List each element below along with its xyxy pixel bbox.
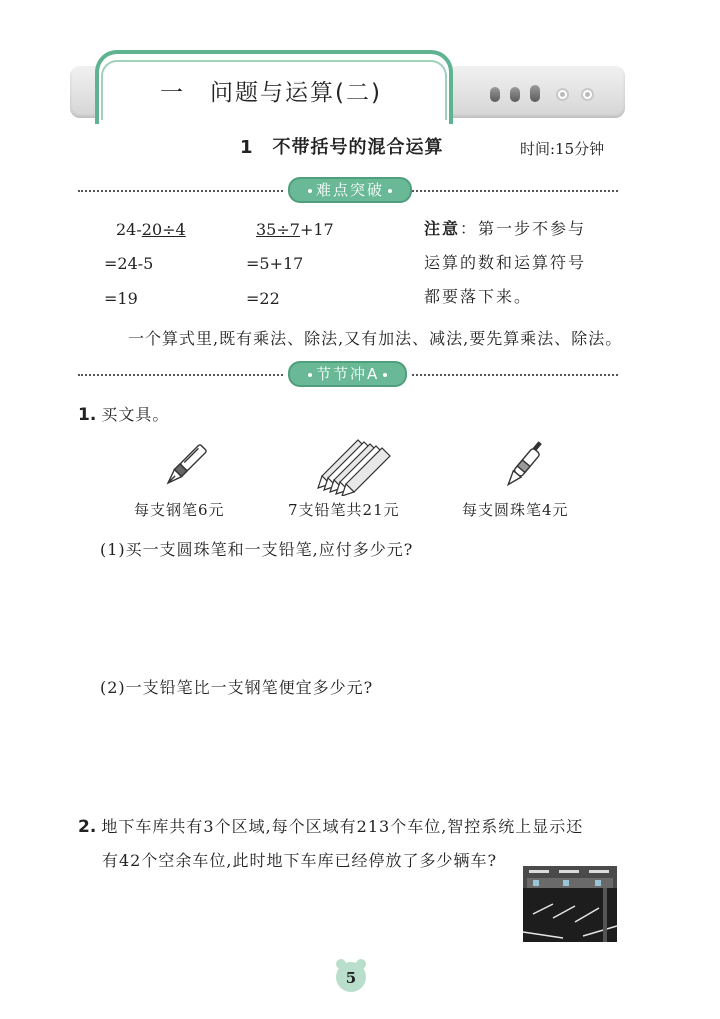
note-line-1: ：第一步不参与: [460, 219, 587, 238]
example-2-line-1: [256, 220, 334, 239]
dotted-divider: [78, 374, 283, 376]
example-2-line-2: =5+17: [246, 254, 304, 273]
ballpoint-pen-icon: [498, 440, 548, 494]
dotted-divider: [412, 374, 618, 376]
section-badge-difficulty: [288, 177, 412, 203]
pencils-icon: [314, 432, 394, 496]
example-2-underlined: 35÷7: [256, 220, 300, 239]
lesson-time: 时间:15分钟: [520, 140, 605, 158]
example-2-plain: +17: [299, 220, 334, 239]
example-1-line-2: =24-5: [104, 254, 154, 273]
rule-text: 一个算式里,既有乘法、除法,又有加法、减法,要先算乘法、除法。: [128, 329, 623, 348]
fountain-pen-icon: [160, 440, 210, 492]
dot-icon: [308, 189, 312, 193]
lesson-title: 1 不带括号的混合运算: [240, 137, 444, 158]
question-1-header: [78, 402, 169, 425]
note-heading: 注意: [424, 219, 461, 238]
question-1-sub-2: (2)一支铅笔比一支钢笔便宜多少元?: [100, 678, 374, 697]
example-1-line-1: [116, 220, 186, 239]
parking-garage-photo: [523, 866, 617, 942]
chapter-title: 一 问题与运算(二): [160, 80, 382, 106]
dot-icon: [308, 373, 312, 377]
item-caption-ballpoint-pen: 每支圆珠笔4元: [462, 501, 569, 519]
dot-icon: [383, 373, 387, 377]
example-1-underlined: 20÷4: [141, 220, 186, 239]
decor-ring-icon: [581, 88, 594, 101]
note-line-3: 都要落下来。: [424, 287, 533, 306]
dot-icon: [388, 189, 392, 193]
dotted-divider: [78, 190, 283, 192]
question-1-text: 买文具。: [101, 405, 170, 424]
note-box: [424, 212, 644, 314]
question-2-number: 2.: [78, 817, 97, 837]
example-2-line-3: =22: [246, 289, 280, 308]
question-2-text-2: 有42个空余车位,此时地下车库已经停放了多少辆车?: [102, 851, 498, 870]
decor-dot-icon: [530, 85, 540, 102]
question-2-text-1: 地下车库共有3个区域,每个区域有213个车位,智控系统上显示还: [101, 817, 584, 836]
section-badge-label: 难点突破: [316, 181, 385, 199]
question-1-number: 1.: [78, 405, 97, 425]
dotted-divider: [412, 190, 618, 192]
section-badge-practice: [288, 361, 407, 387]
decor-dot-icon: [510, 87, 520, 102]
question-2-line-1: [78, 814, 583, 837]
item-caption-fountain-pen: 每支钢笔6元: [134, 501, 225, 519]
page-number: 5: [336, 962, 366, 992]
item-caption-pencils: 7支铅笔共21元: [288, 501, 400, 519]
example-1-plain: 24-: [116, 220, 142, 239]
decor-ring-icon: [556, 88, 569, 101]
example-1-line-3: =19: [104, 289, 138, 308]
section-badge-label: 节节冲A: [316, 365, 380, 383]
decor-dot-icon: [490, 87, 500, 102]
question-1-sub-1: (1)买一支圆珠笔和一支铅笔,应付多少元?: [100, 540, 414, 559]
note-line-2: 运算的数和运算符号: [424, 253, 587, 272]
